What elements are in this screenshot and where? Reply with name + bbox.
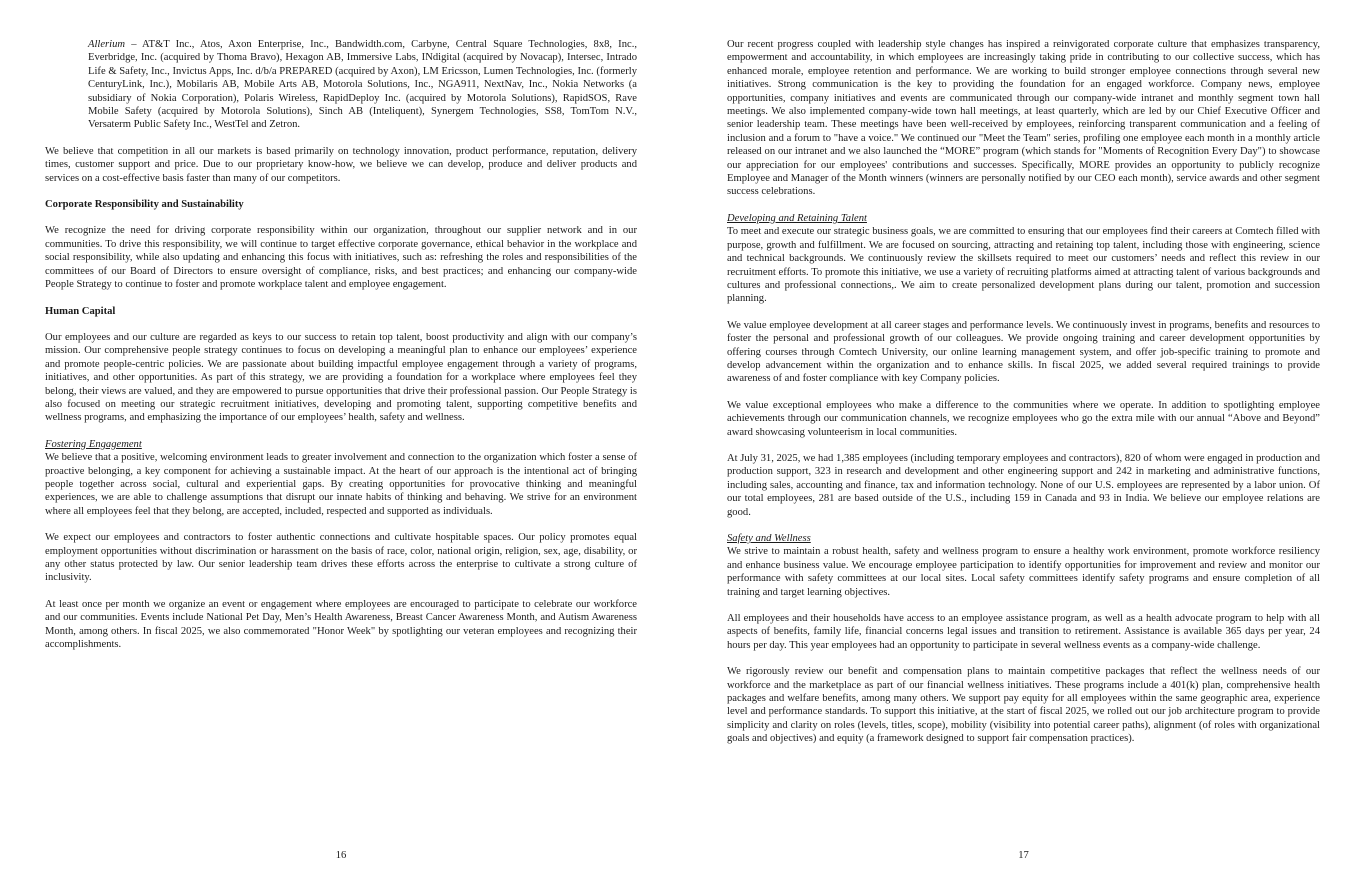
paragraph-corporate-responsibility: We recognize the need for driving corporate responsibility within our organization, throughout our supplier network and in our communities. To drive this responsibility, we will continue to target effective corporate governance, ethical behavior in the workplace and social responsibility, while also updating and enhancing this focus with initiatives, such as: refreshing the roles and responsibilities of the committees of our Board of Directors to ensure oversight of compliance, risks, and best practices; and enhancing our company-wide People Strategy to continue to foster and promote workplace talent and employee engagement. [45,225,637,291]
subheading-safety-and-wellness: Safety and Wellness [727,533,811,544]
paragraph-human-capital: Our employees and our culture are regarded as keys to our success to retain top talent, boost productivity and align with our company’s mission. Our comprehensive people strategy continues to focus on developing a meaningful plan to enhance our employees’ experience and promote people-centric policies. We are passionate about building impactful employee engagement through a variety of programs, initiatives, and other opportunities. As part of this strategy, we are providing a foundation for a workplace where employees feel they belong, their views are valued, and they are empowered to pursue opportunities that drive their professional passion. Our People Strategy is also focused on meeting our strategic recruitment initiatives, developing and promoting talent, supporting competitive benefits and wellness programs, and emphasizing the importance of our employees’ health, safety and wellness. [45,331,637,424]
paragraph-fostering-engagement-2: We expect our employees and contractors to foster authentic connections and cultivate hospitable spaces. Our policy promotes equal employment opportunities without discrimination or harassment on the basis of race, color, national origin, religion, sex, age, disability, or any other status protected by law. Our senior leadership team drives these efforts across the enterprise to cultivate a strong culture of inclusivity. [45,532,637,584]
paragraph-talent-3: We value exceptional employees who make a difference to the communities where we operate. In addition to spotlighting employee achievements through our communication channels, we recognize employees who go the extra mile with our annual “Above and Beyond” award showcasing volunteerism in local communities. [727,399,1320,438]
paragraph-talent-1: To meet and execute our strategic business goals, we are committed to ensuring that our employees find their careers at Comtech filled with purpose, growth and fulfillment. We are focused on sourcing, attracting and retaining top talent, including those with engineering, science and technical backgrounds. We continuously review the skillsets required to meet our customers’ needs and reflect this review in our recruitment efforts. To promote this initiative, we use a variety of recruiting platforms aimed at attracting talent of various backgrounds and cultures and professional connections,. We aim to create personalized development plans during our talent, promotion and succession planning. [727,226,1320,305]
subsection-fostering-engagement [45,438,637,518]
page-17-content [727,38,1320,746]
paragraph-competitors-list [88,38,637,132]
heading-corporate-responsibility: Corporate Responsibility and Sustainability [45,199,244,211]
page-number-16: 16 [335,850,347,861]
subsection-safety-and-wellness [727,532,1320,599]
paragraph-fostering-engagement-1: We believe that a positive, welcoming environment leads to greater involvement and connection to the organization which foster a sense of proactive belonging, a key component for achieving a sustainable impact. At the heart of our approach is the intentional act of bringing people together across social, cultural and experiential gaps. By creating opportunities for provocative thinking and meaningful experiences, we are able to challenge assumptions that disrupt our innate habits of thinking and behaving. We strive for an environment where all employees feel that they belong, are accepted, included, respected and supported as individuals. [45,452,637,517]
heading-human-capital: Human Capital [45,305,116,317]
paragraph-fostering-engagement-3: At least once per month we organize an event or engagement where employees are encouraged to participate to celebrate our workforce and our communities. Events include National Pet Day, Men’s Health Awareness, Breast Cancer Awareness Month, and Autism Awareness Month, among others. In fiscal 2025, we also commemorated "Honor Week" by spotlighting our veteran employees and recognizing their accomplishments. [45,598,637,651]
page-number-17: 17 [1018,850,1029,861]
paragraph-corporate-culture: Our recent progress coupled with leadership style changes has inspired a reinvigorated corporate culture that emphasizes transparency, empowerment and accountability, in which employees are increasingly taking pride in contributing to our collective success, which has enhanced morale, employee retention and performance. We are working to build stronger employee connections through several new initiatives. Strong communication is the key to providing the foundation for an engaged workforce. Company news, employee opportunities, company initiatives and events are communicated through our company-wide intranet and monthly segment town hall meetings. We also implemented company-wide town hall meetings, at least quarterly, which are led by our Chief Executive Officer and senior leadership team. These meetings have been well-received by employees, reinforcing transparent communication and a feeling of inclusion and a forum to "have a voice." We continued our "Meet the Team" series, profiling one employee each month in a monthly article released on our intranet and we also launched the “MORE” program (which stands for "Moments of Recognition Every Day") to showcase our appreciation for our employees' contributions and successes. Specifically, MORE provides an opportunity to publicly recognize Employee and Manager of the Month winners (winners are personally notified by our CEO each month), service awards and other segment success celebrations. [727,39,1320,198]
paragraph-talent-2: We value employee development at all career stages and performance levels. We continuously invest in programs, benefits and resources to foster the personal and professional growth of our colleagues. We provide ongoing training and career development opportunities by offering courses through Comtech University, our online learning management system, and offer job-specific training to promote and develop advancement within the organization and to enhance skills. In fiscal 2025, we added several required trainings to provide awareness of and foster compliance with key Company policies. [727,319,1320,385]
subheading-fostering-engagement: Fostering Engagement [45,438,142,450]
competitors-list-lead-italic: Allerium [88,39,126,50]
competitors-list-text: – AT&T Inc., Atos, Axon Enterprise, Inc., Bandwidth.com, Carbyne, Central Square Technologies, 8x8, Inc., Everbridge, Inc. (acquired by Thoma Bravo), Hexagon AB, Immersive Labs, INdigital (acquired by Novacap), Intersec, Intrado Life & Safety, Inc., Invictus Apps, Inc. d/b/a PREPARED (acquired by Axon), LM Ericsson, Lumen Technologies, Inc. (formerly CenturyLink, Inc.), Mobilaris AB, Mobile Arts AB, Motorola Solutions, Inc., NGA911, NextNav, Inc., Nokia Networks (a subsidiary of Nokia Corporation), Polaris Wireless, RapidDeploy Inc. (acquired by Motorola Solutions), RapidSOS, Rave Mobile Safety (acquired by Motorola Solutions), Sinch AB (Inteliquent), Synergem Technologies, SS8, TomTom N.V., Versaterm Public Safety Inc., WestTel and Zetron. [88,39,637,131]
subsection-developing-retaining-talent [727,212,1320,306]
paragraph-safety-3: We rigorously review our benefit and compensation plans to maintain competitive packages that reflect the wellness needs of our workforce and the marketplace as part of our financial wellness initiatives. These programs include a 401(k) plan, comprehensive health packages and welfare benefits, among many others. We support pay equity for all employees within the same geographic area, experience level and performance standards. To support this initiative, at the start of fiscal 2025, we rolled out our job architecture program to provide simplicity and clarity on roles (levels, titles, scope), mobility (visibility into potential career paths), alignment (of roles with organizational goals and objectives) and equity (a framework designed to support fair compensation practices). [727,666,1320,745]
page-16-content [45,38,637,651]
subheading-developing-retaining-talent: Developing and Retaining Talent [727,212,867,224]
paragraph-employee-headcount: At July 31, 2025, we had 1,385 employees (including temporary employees and contractors), 820 of whom were engaged in production and production support, 323 in research and development and other engineering support and 242 in marketing and administrative functions, including sales, accounting and finance, tax and information technology. None of our U.S. employees are represented by a labor union. Of our total employees, 281 are based outside of the U.S., including 159 in Canada and 93 in India. We believe our employee relations are good. [727,452,1320,518]
paragraph-safety-1: We strive to maintain a robust health, safety and wellness program to ensure a healthy work environment, promote workforce resiliency and enhance business value. We encourage employee participation to identify opportunities for improvement and review and monitor our performance with safety committees at our local sites. Local safety committees identify safety programs and ensure completion of all training and target learning objectives. [727,546,1320,598]
paragraph-competition-basis: We believe that competition in all our markets is based primarily on technology innovation, product performance, reputation, delivery times, customer support and price. Due to our proprietary know-how, we believe we can develop, produce and deliver products and services on a cost-effective basis faster than many of our competitors. [45,145,637,184]
paragraph-safety-2: All employees and their households have access to an employee assistance program, as well as a health advocate program to help with all aspects of benefits, family life, financial concerns legal issues and transition to retirement. Assistance is available 365 days per year, 24 hours per day. This year employees had an opportunity to participate in several wellness events as a company-wide challenge. [727,613,1320,651]
